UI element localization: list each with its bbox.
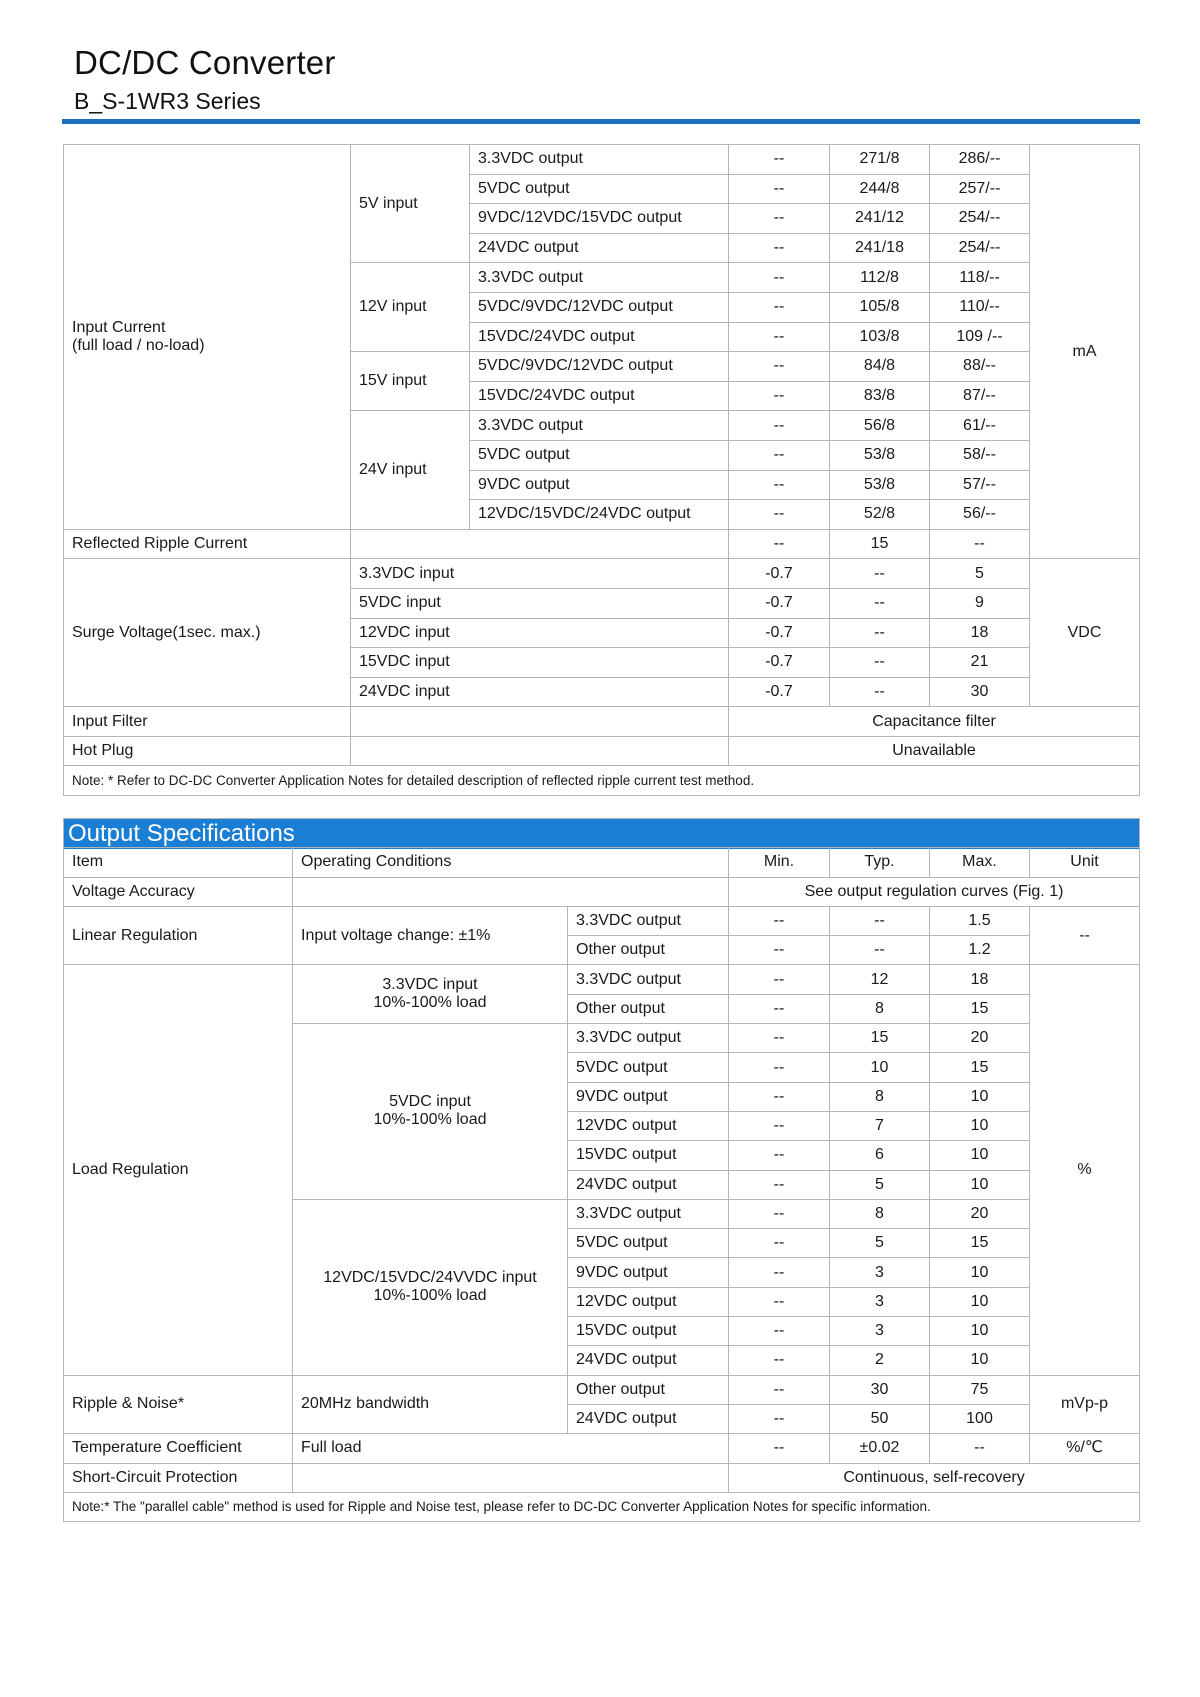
typ-value: 3	[830, 1317, 930, 1346]
input-label: 3.3VDC input	[351, 559, 729, 589]
load-condition-group-line: 12VDC/15VDC/24VVDC input	[323, 1269, 537, 1287]
ripple-noise-label: Ripple & Noise*	[64, 1375, 293, 1434]
unit-cell: VDC	[1030, 559, 1140, 707]
min-value: --	[729, 411, 830, 441]
typ-value: 52/8	[830, 500, 930, 530]
max-value: 100	[930, 1404, 1030, 1433]
output-label: Other output	[568, 936, 729, 965]
min-value: --	[729, 529, 830, 559]
max-value: 15	[930, 1053, 1030, 1082]
output-label: 5VDC output	[470, 440, 729, 470]
output-label: Other output	[568, 1375, 729, 1404]
min-value: --	[729, 1111, 830, 1140]
output-label: 9VDC output	[568, 1258, 729, 1287]
min-value: --	[729, 1434, 830, 1463]
input-filter-row	[64, 707, 1140, 737]
min-value: --	[729, 1024, 830, 1053]
max-value: 30	[930, 677, 1030, 707]
document-title: DC/DC Converter	[74, 44, 336, 81]
output-label: 15VDC output	[568, 1317, 729, 1346]
short-circuit-value: Continuous, self-recovery	[729, 1463, 1140, 1492]
max-value: 5	[930, 559, 1030, 589]
typ-value: --	[830, 559, 930, 589]
unit-cell: mA	[1030, 145, 1140, 559]
max-value: 1.5	[930, 906, 1030, 935]
max-value: 10	[930, 1111, 1030, 1140]
output-label: 5VDC output	[568, 1053, 729, 1082]
min-value: --	[729, 233, 830, 263]
output-label: 24VDC output	[470, 233, 729, 263]
min-value: --	[729, 1199, 830, 1228]
min-value: --	[729, 1317, 830, 1346]
surge-voltage-label: Surge Voltage(1sec. max.)	[64, 559, 351, 707]
min-value: --	[729, 381, 830, 411]
typ-value: 83/8	[830, 381, 930, 411]
short-circuit-label: Short-Circuit Protection	[64, 1463, 293, 1492]
input-filter-label: Input Filter	[64, 707, 351, 737]
typ-value: 30	[830, 1375, 930, 1404]
output-label: 5VDC output	[568, 1229, 729, 1258]
output-label: 12VDC output	[568, 1287, 729, 1316]
section-header-spacer	[64, 819, 1140, 848]
typ-value: 56/8	[830, 411, 930, 441]
temperature-coefficient-condition: Full load	[293, 1434, 729, 1463]
typ-value: --	[830, 936, 930, 965]
typ-value: --	[830, 648, 930, 678]
input-voltage-group: 5V input	[351, 145, 470, 263]
typ-value: 241/12	[830, 204, 930, 234]
max-value: --	[930, 1434, 1030, 1463]
typ-value: 3	[830, 1258, 930, 1287]
empty-condition	[351, 736, 729, 766]
min-value: -0.7	[729, 618, 830, 648]
max-value: 21	[930, 648, 1030, 678]
typ-value: 15	[830, 529, 930, 559]
typ-value: 53/8	[830, 440, 930, 470]
reflected-ripple-label: Reflected Ripple Current	[64, 529, 351, 559]
load-condition-group-line: 3.3VDC input	[382, 976, 478, 994]
empty-condition	[293, 877, 729, 906]
max-value: 18	[930, 965, 1030, 994]
header-max: Max.	[930, 848, 1030, 877]
linear-regulation-condition: Input voltage change: ±1%	[293, 906, 568, 965]
input-label: 5VDC input	[351, 588, 729, 618]
typ-value: ±0.02	[830, 1434, 930, 1463]
typ-value: 241/18	[830, 233, 930, 263]
typ-value: 10	[830, 1053, 930, 1082]
output-label: 15VDC/24VDC output	[470, 322, 729, 352]
max-value: 58/--	[930, 440, 1030, 470]
load-condition-group-line: 10%-100% load	[373, 1111, 487, 1129]
surge-voltage-row	[64, 559, 1140, 589]
output-label: 3.3VDC output	[470, 411, 729, 441]
short-circuit-row	[64, 1463, 1140, 1492]
max-value: 9	[930, 588, 1030, 618]
max-value: 87/--	[930, 381, 1030, 411]
load-regulation-label: Load Regulation	[64, 965, 293, 1375]
max-value: 57/--	[930, 470, 1030, 500]
min-value: --	[729, 352, 830, 382]
load-condition-group-line: 10%-100% load	[373, 994, 487, 1012]
max-value: 257/--	[930, 174, 1030, 204]
output-label: 3.3VDC output	[470, 145, 729, 175]
typ-value: --	[830, 677, 930, 707]
typ-value: 2	[830, 1346, 930, 1375]
header-conditions: Operating Conditions	[293, 848, 729, 877]
linear-regulation-row	[64, 906, 1140, 935]
max-value: 20	[930, 1024, 1030, 1053]
min-value: -0.7	[729, 559, 830, 589]
header-item: Item	[64, 848, 293, 877]
unit-cell: %/℃	[1030, 1434, 1140, 1463]
temperature-coefficient-label: Temperature Coefficient	[64, 1434, 293, 1463]
hot-plug-value: Unavailable	[729, 736, 1140, 766]
typ-value: 8	[830, 994, 930, 1023]
min-value: --	[729, 500, 830, 530]
max-value: 110/--	[930, 292, 1030, 322]
hot-plug-label: Hot Plug	[64, 736, 351, 766]
hot-plug-row	[64, 736, 1140, 766]
min-value: --	[729, 906, 830, 935]
min-value: --	[729, 174, 830, 204]
empty-condition	[351, 707, 729, 737]
input-current-label	[64, 145, 351, 530]
output-label: 12VDC/15VDC/24VDC output	[470, 500, 729, 530]
output-label: 5VDC output	[470, 174, 729, 204]
column-header-row	[64, 848, 1140, 877]
output-label: 24VDC output	[568, 1404, 729, 1433]
typ-value: 271/8	[830, 145, 930, 175]
typ-value: 6	[830, 1141, 930, 1170]
output-note: Note:* The "parallel cable" method is used for Ripple and Noise test, please refer to DC-DC Converter Application Notes for specific information.	[64, 1492, 1140, 1521]
min-value: -0.7	[729, 677, 830, 707]
typ-value: 112/8	[830, 263, 930, 293]
output-specifications-header: Output Specifications	[63, 818, 1139, 849]
typ-value: 3	[830, 1287, 930, 1316]
min-value: --	[729, 470, 830, 500]
typ-value: 103/8	[830, 322, 930, 352]
min-value: --	[729, 322, 830, 352]
max-value: 10	[930, 1082, 1030, 1111]
unit-cell: %	[1030, 965, 1140, 1375]
input-label: 12VDC input	[351, 618, 729, 648]
max-value: 15	[930, 1229, 1030, 1258]
voltage-accuracy-row	[64, 877, 1140, 906]
max-value: 88/--	[930, 352, 1030, 382]
input-voltage-group: 15V input	[351, 352, 470, 411]
max-value: --	[930, 529, 1030, 559]
max-value: 56/--	[930, 500, 1030, 530]
input-current-row	[64, 145, 1140, 175]
min-value: --	[729, 1170, 830, 1199]
max-value: 10	[930, 1317, 1030, 1346]
input-label: 15VDC input	[351, 648, 729, 678]
input-label: 24VDC input	[351, 677, 729, 707]
max-value: 18	[930, 618, 1030, 648]
input-voltage-group: 12V input	[351, 263, 470, 352]
min-value: --	[729, 1053, 830, 1082]
input-current-label-line: (full load / no-load)	[72, 336, 205, 354]
output-label: 15VDC output	[568, 1141, 729, 1170]
output-label: 3.3VDC output	[470, 263, 729, 293]
ripple-noise-condition: 20MHz bandwidth	[293, 1375, 568, 1434]
max-value: 15	[930, 994, 1030, 1023]
input-note: Note: * Refer to DC-DC Converter Application Notes for detailed description of reflected ripple current test method.	[64, 766, 1140, 796]
min-value: --	[729, 145, 830, 175]
typ-value: 50	[830, 1404, 930, 1433]
typ-value: 12	[830, 965, 930, 994]
output-label: 5VDC/9VDC/12VDC output	[470, 352, 729, 382]
min-value: --	[729, 1346, 830, 1375]
load-regulation-row	[64, 965, 1140, 994]
typ-value: 8	[830, 1082, 930, 1111]
max-value: 254/--	[930, 233, 1030, 263]
unit-cell: --	[1030, 906, 1140, 965]
output-specifications-table	[63, 818, 1140, 1522]
min-value: --	[729, 1404, 830, 1433]
input-voltage-group: 24V input	[351, 411, 470, 529]
reflected-ripple-row	[64, 529, 1140, 559]
typ-value: --	[830, 618, 930, 648]
output-label: 9VDC output	[470, 470, 729, 500]
min-value: --	[729, 994, 830, 1023]
input-specifications-table	[63, 144, 1140, 796]
typ-value: 15	[830, 1024, 930, 1053]
max-value: 1.2	[930, 936, 1030, 965]
input-current-label-line: Input Current	[72, 318, 166, 336]
header-typ: Typ.	[830, 848, 930, 877]
typ-value: 84/8	[830, 352, 930, 382]
output-label: 9VDC/12VDC/15VDC output	[470, 204, 729, 234]
min-value: --	[729, 1141, 830, 1170]
max-value: 75	[930, 1375, 1030, 1404]
max-value: 10	[930, 1287, 1030, 1316]
temperature-coefficient-row	[64, 1434, 1140, 1463]
max-value: 61/--	[930, 411, 1030, 441]
min-value: --	[729, 204, 830, 234]
note-row	[64, 1492, 1140, 1521]
empty-condition	[351, 529, 729, 559]
linear-regulation-label: Linear Regulation	[64, 906, 293, 965]
output-label: 24VDC output	[568, 1170, 729, 1199]
min-value: -0.7	[729, 588, 830, 618]
input-filter-value: Capacitance filter	[729, 707, 1140, 737]
output-label: 3.3VDC output	[568, 1024, 729, 1053]
min-value: --	[729, 1082, 830, 1111]
load-condition-group	[293, 965, 568, 1024]
max-value: 10	[930, 1170, 1030, 1199]
load-condition-group-line: 10%-100% load	[373, 1287, 487, 1305]
typ-value: 7	[830, 1111, 930, 1140]
series-subtitle: B_S-1WR3 Series	[74, 88, 261, 114]
load-condition-group	[293, 1199, 568, 1375]
typ-value: 244/8	[830, 174, 930, 204]
typ-value: --	[830, 588, 930, 618]
output-label: Other output	[568, 994, 729, 1023]
max-value: 20	[930, 1199, 1030, 1228]
min-value: --	[729, 1229, 830, 1258]
load-condition-group-line: 5VDC input	[389, 1093, 471, 1111]
output-label: 3.3VDC output	[568, 965, 729, 994]
typ-value: --	[830, 906, 930, 935]
min-value: --	[729, 1375, 830, 1404]
min-value: --	[729, 936, 830, 965]
title-divider	[62, 119, 1140, 124]
typ-value: 5	[830, 1170, 930, 1199]
output-label: 9VDC output	[568, 1082, 729, 1111]
max-value: 286/--	[930, 145, 1030, 175]
output-label: 12VDC output	[568, 1111, 729, 1140]
min-value: --	[729, 965, 830, 994]
output-label: 3.3VDC output	[568, 906, 729, 935]
max-value: 109 /--	[930, 322, 1030, 352]
max-value: 118/--	[930, 263, 1030, 293]
output-label: 15VDC/24VDC output	[470, 381, 729, 411]
max-value: 10	[930, 1258, 1030, 1287]
header-unit: Unit	[1030, 848, 1140, 877]
output-label: 24VDC output	[568, 1346, 729, 1375]
empty-condition	[293, 1463, 729, 1492]
min-value: -0.7	[729, 648, 830, 678]
output-label: 3.3VDC output	[568, 1199, 729, 1228]
note-row	[64, 766, 1140, 796]
header-spacer-row	[64, 819, 1140, 848]
voltage-accuracy-label: Voltage Accuracy	[64, 877, 293, 906]
min-value: --	[729, 1287, 830, 1316]
max-value: 10	[930, 1346, 1030, 1375]
ripple-noise-row	[64, 1375, 1140, 1404]
voltage-accuracy-value: See output regulation curves (Fig. 1)	[729, 877, 1140, 906]
typ-value: 8	[830, 1199, 930, 1228]
typ-value: 53/8	[830, 470, 930, 500]
unit-cell: mVp-p	[1030, 1375, 1140, 1434]
header-min: Min.	[729, 848, 830, 877]
max-value: 254/--	[930, 204, 1030, 234]
min-value: --	[729, 440, 830, 470]
typ-value: 5	[830, 1229, 930, 1258]
max-value: 10	[930, 1141, 1030, 1170]
min-value: --	[729, 292, 830, 322]
load-condition-group	[293, 1024, 568, 1200]
min-value: --	[729, 1258, 830, 1287]
min-value: --	[729, 263, 830, 293]
typ-value: 105/8	[830, 292, 930, 322]
output-label: 5VDC/9VDC/12VDC output	[470, 292, 729, 322]
